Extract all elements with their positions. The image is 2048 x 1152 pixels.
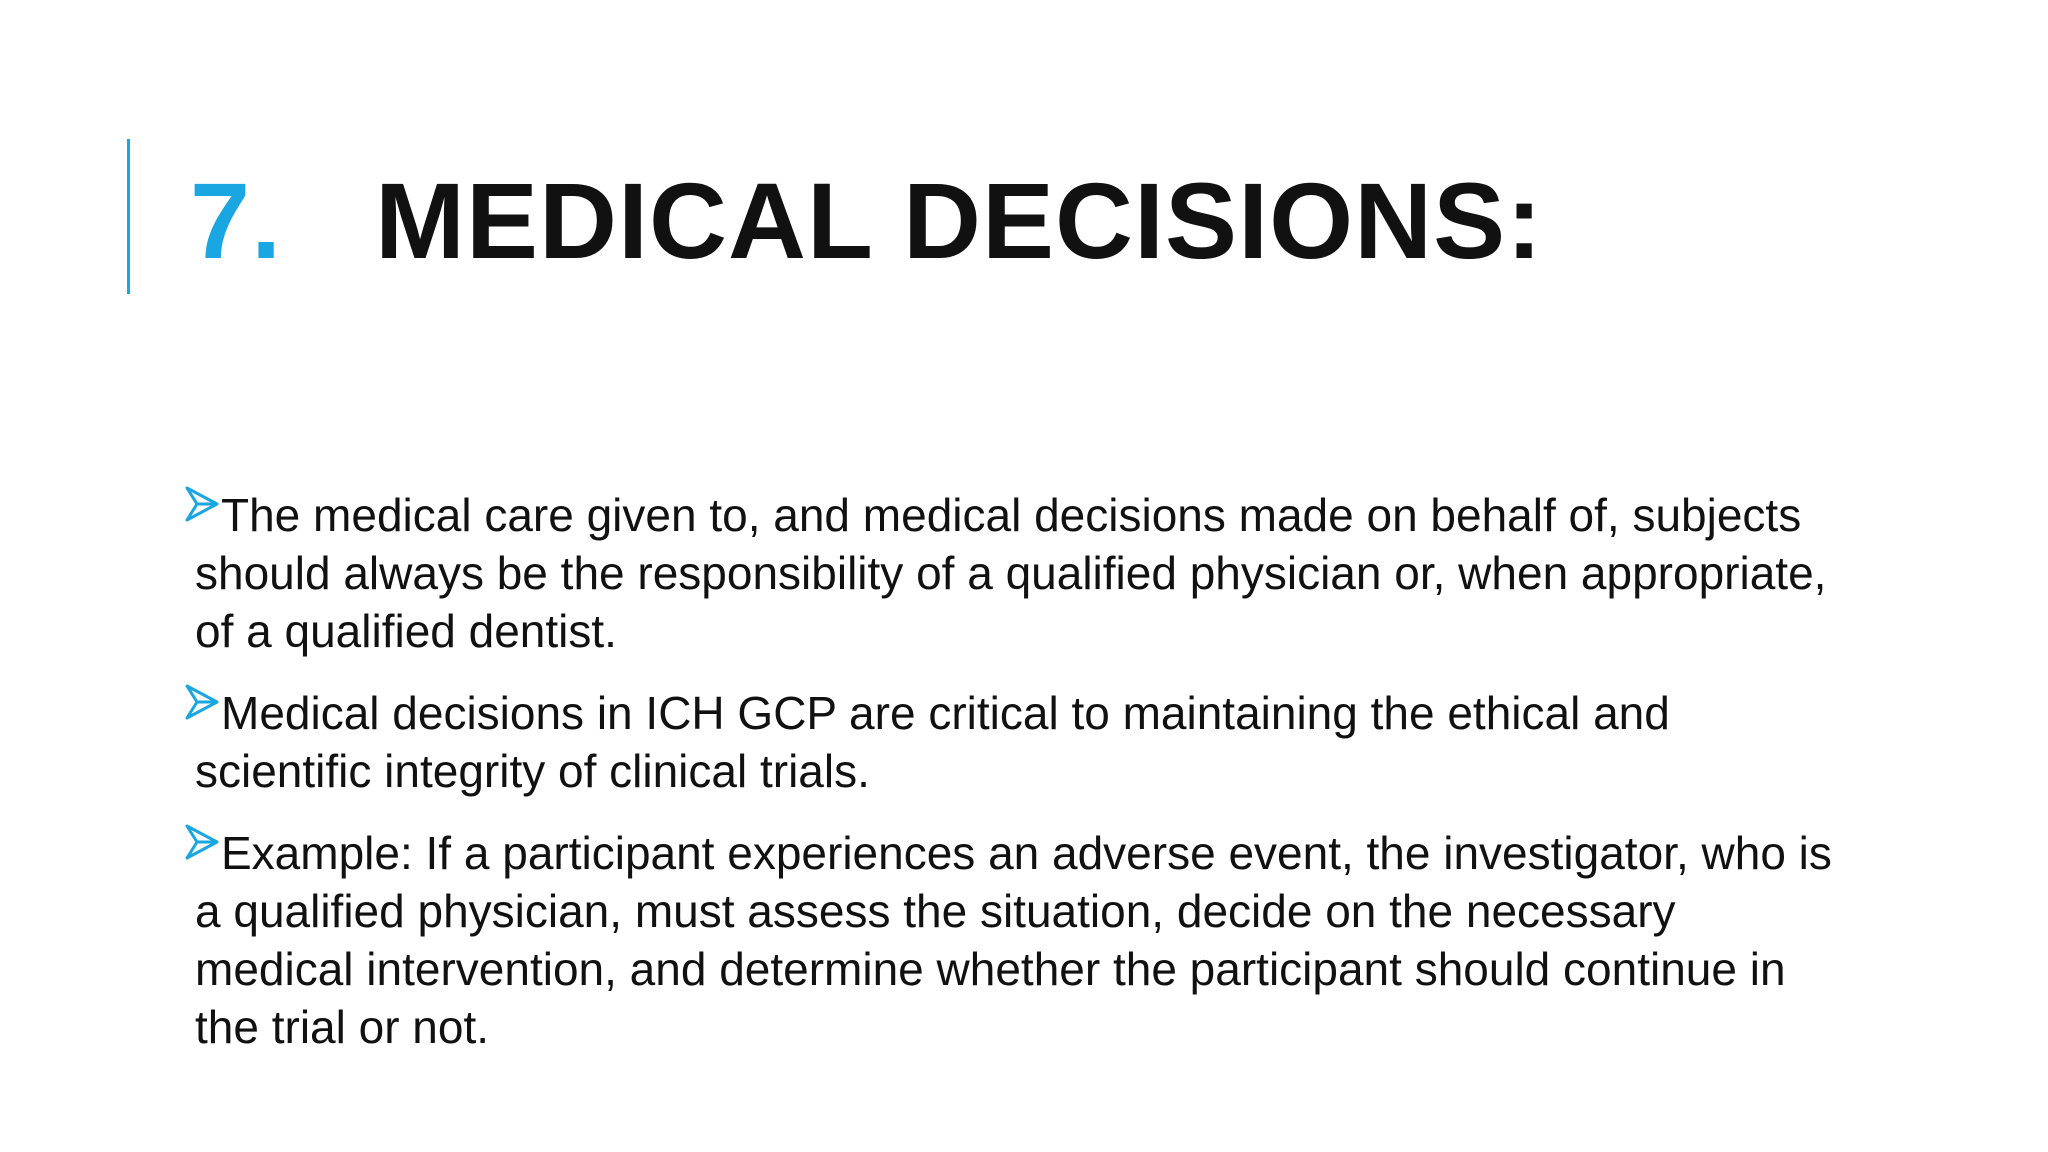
arrow-bullet-icon xyxy=(185,484,219,524)
arrow-bullet-icon xyxy=(185,822,219,862)
bullet-list xyxy=(195,486,1835,1080)
bullet-item-1 xyxy=(195,486,1835,660)
bullet-text: Medical decisions in ICH GCP are critical to maintaining the ethical and scientific integrity of clinical trials. xyxy=(195,687,1670,797)
title-accent-bar xyxy=(127,139,130,294)
bullet-text: Example: If a participant experiences an adverse event, the investigator, who is a qualified physician, must assess the situation, decide on the necessary medical intervention, and determine whether the participant should continue in the trial or not. xyxy=(195,827,1832,1053)
arrow-bullet-icon xyxy=(185,682,219,722)
bullet-item-3 xyxy=(195,824,1835,1056)
title-number: 7. xyxy=(190,159,283,281)
bullet-text: The medical care given to, and medical decisions made on behalf of, subjects should always be the responsibility of a qualified physician or, when appropriate, of a qualified dentist. xyxy=(195,489,1827,657)
title-text: MEDICAL DECISIONS: xyxy=(375,159,1544,281)
bullet-item-2 xyxy=(195,684,1835,800)
slide-title xyxy=(190,160,1543,280)
